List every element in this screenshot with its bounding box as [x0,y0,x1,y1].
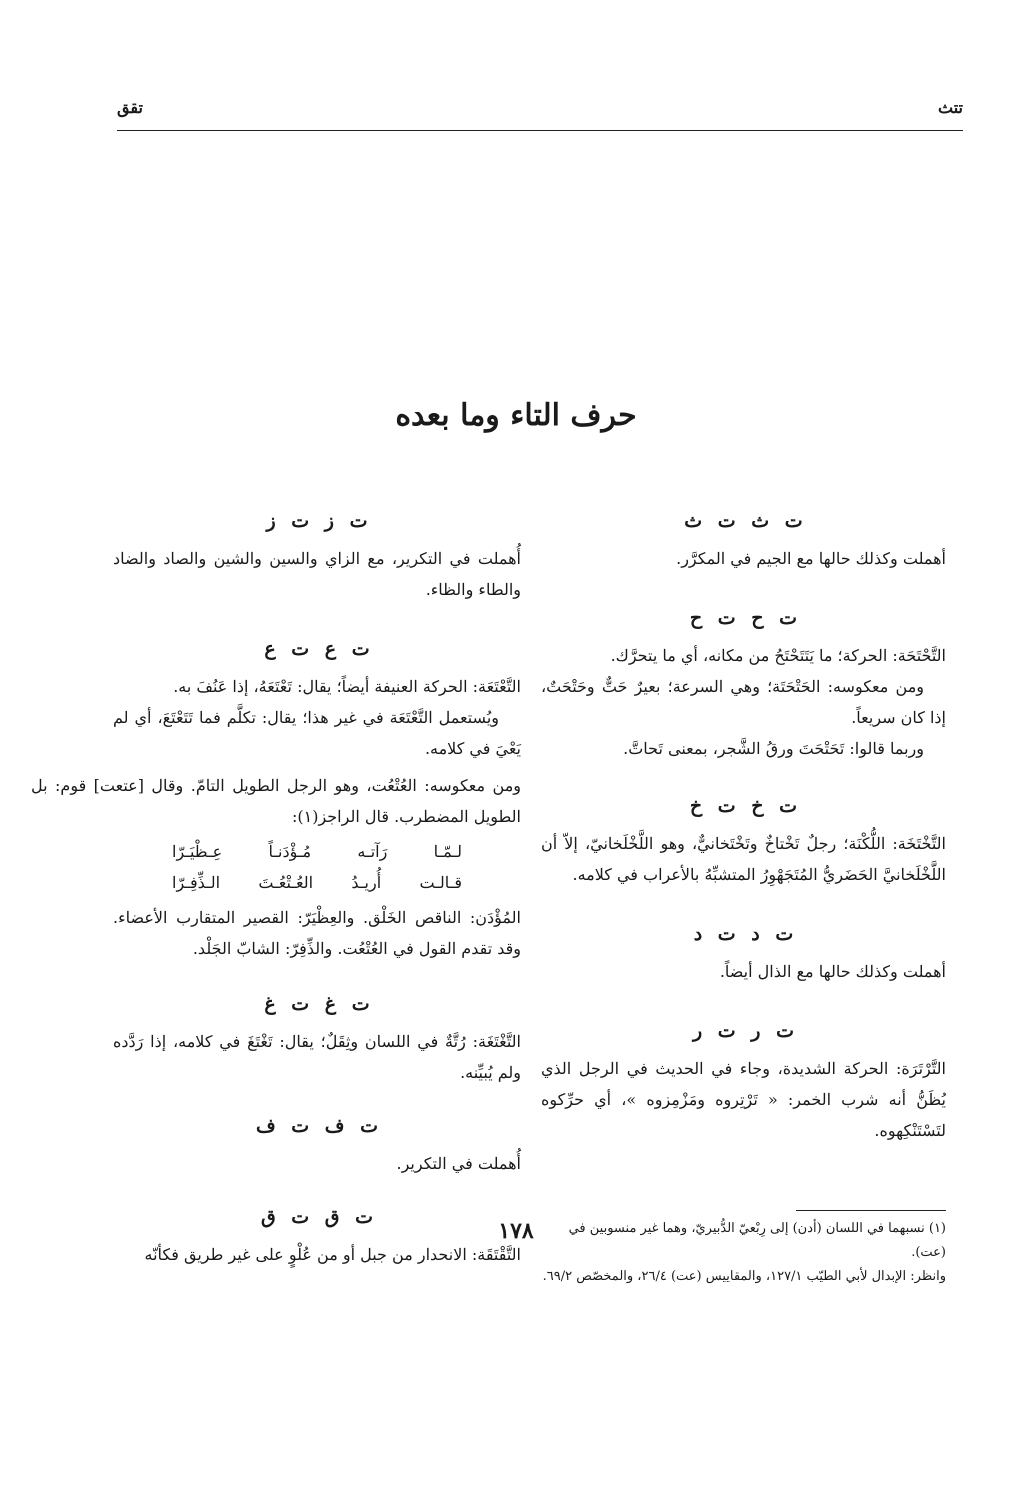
entry-text: أُهملت في التكرير، مع الزاي والسين والشين والصاد والضاد والطاء والظاء. [113,549,521,599]
entry-text-outdent: ومن معكوسه: العُتْعُت، وهو الرجل الطويل التامّ. وقال [عتعت] قوم: بل الطويل المضطرب. قال الراجز(١): [31,776,521,826]
entry-text: وربما قالوا: تَحَتْحَتَ ورقُ الشَّجر، بمعنى تَحاتَّ. [623,739,924,758]
entry [541,1015,946,1146]
chapter-title: حرف التاء وما بعده [395,398,637,433]
entry-text: التَّقْتَقَة: الانحدار من جبل أو من عُلْوٍ على غير طريق فكأنّه [144,1245,521,1264]
entry-heading: ت غ ت غ [264,993,370,1015]
entry [113,988,521,1088]
entry-heading: ت ح ت ح [689,607,798,629]
verse-block [113,836,521,898]
header-right-word: تتث [938,98,963,117]
entry-heading: ت د ت د [693,923,794,945]
entry-text: التَّعْتَعَة: الحركة العنيفة أيضاً؛ يقال: تَعْتَعَهُ، إذا عَنُفَ به. [173,677,521,696]
header-left-word: تقق [117,98,143,117]
verse-line: قـالـت أُريـدُ العُـتْعُـتَ الـذِّفِـرّا [172,873,462,892]
entry [31,633,521,964]
entry-text: التَّحْتَحَة: الحركة؛ ما يَتَتَحْتَحُ من مكانه، أي ما يتحرَّك. [610,646,946,665]
entry-heading: ت خ ت خ [689,795,798,817]
entry-text: ويُستعمل التَّعْتَعَة في غير هذا؛ يقال: تكلَّم فما تَتَعْتَعَ، أي لم يَعْيَ في كلامه. [113,708,521,758]
verse-line: لـمّـا رَآتـه مُـؤْدَنـاً عِـظْيَـرّا [172,842,462,861]
entry-text: التَّخْتَخَة: اللُّكْنَة؛ رجلٌ تَخْتاخٌ وتَخْتَخانيٌّ، وهو اللَّخْلَخانيّ، إلاّ أن اللَّخْلَخانيَّ الحَضَريُّ المُتَجَهْوِرُ المتشبِّهُ بالأعراب في كلامه. [541,834,946,884]
entry [541,505,946,574]
right-column [541,505,946,1168]
entry-heading: ت ع ت ع [264,638,370,660]
entry [541,790,946,890]
page-number: ١٧٨ [498,1218,534,1244]
entry-heading: ت ق ت ق [260,1206,374,1228]
entry-text: التَّغْتَغَة: رُتَّةٌ في اللسان وثِقَلٌ؛ يقال: تَغْتَغَ في كلامه، إذا رَدَّده ولم يُبيِّنه. [113,1032,521,1082]
entry-text: أُهملت في التكرير. [396,1154,521,1173]
running-header [117,96,963,131]
entry-heading: ت ز ت ز [266,510,368,532]
entry-heading: ت ف ت ف [255,1115,378,1137]
entry [113,505,521,605]
entry-heading: ت ر ت ر [693,1020,794,1042]
footnote-line: وانظر: الإبدال لأبي الطيّب ١٢٧/١، والمقاييس (عت) ٢٦/٤، والمخصّص ٦٩/٢. [542,1269,946,1284]
entry-text: التَّرْتَرَة: الحركة الشديدة، وجاء في الحديث في الرجل الذي يُظَنُّ أنه شرب الخمر: « تَرْتِروه ومَزْمِزوه »، أي حرِّكوه لتَسْتَنْكِهوه. [541,1059,946,1140]
entry-text: ومن معكوسه: الحَتْحَتَة؛ وهي السرعة؛ بعيرٌ حَتٌّ وحَتْحَتٌ، إذا كان سريعاً. [541,677,946,727]
entry [541,602,946,764]
entry-text: أهملت وكذلك حالها مع الجيم في المكرَّر. [676,549,946,568]
entry-heading: ت ث ت ث [684,510,803,532]
entry-text: المُؤْدَن: الناقص الخَلْق. والعِظْيَرّ: القصير المتقارب الأعضاء. وقد تقدم القول في العُتْعُت. والذِّفِرّ: الشابّ الجَلْد. [113,908,521,958]
footnote-rule [796,1210,946,1211]
footnote-line: (١) نسبهما في اللسان (أدن) إلى رِبْعيّ الدُّبيريّ، وهما غير منسوبين في (عت). [568,1221,946,1260]
entry [541,918,946,987]
entry-text: أهملت وكذلك حالها مع الذال أيضاً. [719,962,946,981]
entry [113,1110,521,1179]
left-column [31,505,521,1292]
